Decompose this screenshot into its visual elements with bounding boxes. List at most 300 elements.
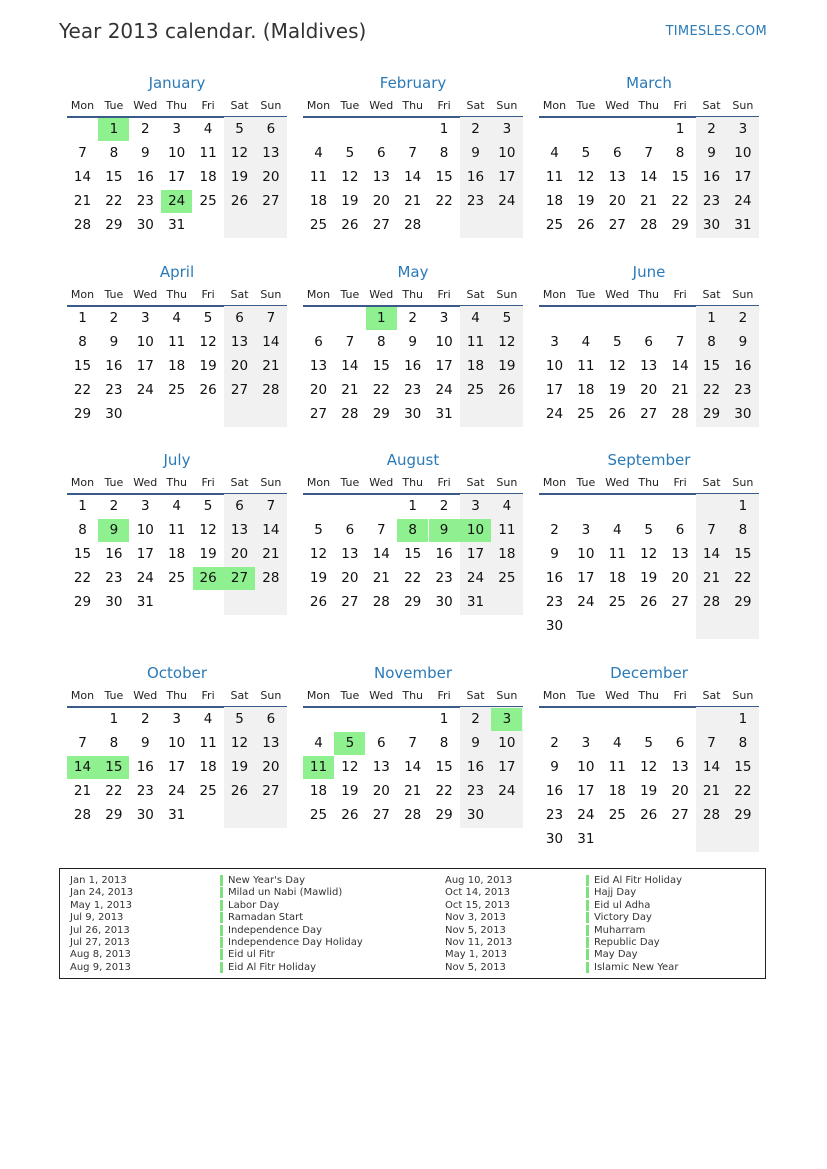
- day-cell[interactable]: 19: [341, 783, 359, 799]
- day-cell[interactable]: 4: [314, 735, 323, 751]
- holiday-day-cell[interactable]: 27: [224, 567, 255, 590]
- day-cell[interactable]: 13: [671, 546, 689, 562]
- day-cell[interactable]: 15: [73, 546, 92, 562]
- day-cell[interactable]: 30: [734, 406, 752, 422]
- day-cell[interactable]: 8: [109, 145, 119, 161]
- day-cell[interactable]: 4: [471, 310, 480, 326]
- day-cell[interactable]: 27: [262, 193, 280, 209]
- day-cell[interactable]: 15: [734, 546, 752, 562]
- day-cell[interactable]: 26: [341, 807, 359, 823]
- day-cell[interactable]: 4: [172, 498, 181, 514]
- day-cell[interactable]: 1: [675, 121, 685, 137]
- day-cell[interactable]: 29: [404, 594, 422, 610]
- day-cell[interactable]: 28: [404, 807, 422, 823]
- holiday-day-cell[interactable]: 14: [67, 756, 98, 779]
- day-cell[interactable]: 11: [608, 759, 626, 775]
- day-cell[interactable]: 6: [377, 735, 386, 751]
- day-cell[interactable]: 26: [577, 217, 595, 233]
- day-cell[interactable]: 2: [109, 310, 119, 326]
- day-cell[interactable]: 16: [545, 783, 564, 799]
- day-cell[interactable]: 19: [230, 169, 249, 185]
- day-cell[interactable]: 14: [372, 546, 390, 562]
- day-cell[interactable]: 13: [262, 735, 280, 751]
- day-cell[interactable]: 23: [545, 594, 564, 610]
- day-cell[interactable]: 19: [199, 546, 217, 562]
- day-cell[interactable]: 1: [439, 121, 449, 137]
- day-cell[interactable]: 27: [671, 807, 689, 823]
- day-cell[interactable]: 18: [199, 169, 217, 185]
- day-cell[interactable]: 17: [168, 169, 186, 185]
- day-cell[interactable]: 10: [545, 358, 564, 374]
- day-cell[interactable]: 11: [199, 735, 217, 751]
- day-cell[interactable]: 7: [707, 522, 716, 538]
- day-cell[interactable]: 24: [734, 193, 752, 209]
- day-cell[interactable]: 29: [372, 406, 390, 422]
- day-cell[interactable]: 11: [168, 522, 186, 538]
- day-cell[interactable]: 12: [309, 546, 328, 562]
- day-cell[interactable]: 13: [341, 546, 359, 562]
- day-cell[interactable]: 29: [73, 406, 92, 422]
- day-cell[interactable]: 5: [502, 310, 512, 326]
- day-cell[interactable]: 20: [309, 382, 328, 398]
- day-cell[interactable]: 27: [608, 217, 626, 233]
- day-cell[interactable]: 25: [168, 382, 186, 398]
- day-cell[interactable]: 18: [309, 193, 328, 209]
- day-cell[interactable]: 14: [262, 522, 280, 538]
- day-cell[interactable]: 10: [435, 334, 453, 350]
- holiday-day-cell[interactable]: 24: [161, 190, 192, 213]
- day-cell[interactable]: 17: [136, 546, 154, 562]
- day-cell[interactable]: 10: [136, 522, 154, 538]
- day-cell[interactable]: 24: [136, 382, 154, 398]
- day-cell[interactable]: 24: [498, 193, 516, 209]
- day-cell[interactable]: 28: [372, 594, 390, 610]
- day-cell[interactable]: 21: [73, 783, 92, 799]
- day-cell[interactable]: 14: [671, 358, 689, 374]
- day-cell[interactable]: 27: [309, 406, 328, 422]
- day-cell[interactable]: 21: [262, 358, 280, 374]
- day-cell[interactable]: 5: [644, 522, 653, 538]
- day-cell[interactable]: 25: [577, 406, 595, 422]
- day-cell[interactable]: 6: [377, 145, 386, 161]
- day-cell[interactable]: 17: [168, 759, 186, 775]
- day-cell[interactable]: 22: [671, 193, 689, 209]
- day-cell[interactable]: 20: [262, 759, 280, 775]
- day-cell[interactable]: 17: [498, 759, 516, 775]
- day-cell[interactable]: 9: [471, 735, 480, 751]
- day-cell[interactable]: 24: [435, 382, 453, 398]
- day-cell[interactable]: 12: [640, 759, 658, 775]
- day-cell[interactable]: 23: [466, 783, 485, 799]
- day-cell[interactable]: 29: [73, 594, 92, 610]
- day-cell[interactable]: 25: [545, 217, 564, 233]
- day-cell[interactable]: 18: [608, 570, 626, 586]
- day-cell[interactable]: 12: [199, 522, 217, 538]
- day-cell[interactable]: 14: [702, 759, 721, 775]
- day-cell[interactable]: 5: [235, 121, 244, 137]
- day-cell[interactable]: 17: [435, 358, 453, 374]
- day-cell[interactable]: 8: [675, 145, 685, 161]
- day-cell[interactable]: 6: [266, 711, 276, 727]
- day-cell[interactable]: 24: [498, 783, 516, 799]
- day-cell[interactable]: 18: [608, 783, 626, 799]
- day-cell[interactable]: 9: [738, 334, 748, 350]
- day-cell[interactable]: 30: [702, 217, 721, 233]
- day-cell[interactable]: 30: [105, 594, 123, 610]
- day-cell[interactable]: 3: [141, 310, 150, 326]
- day-cell[interactable]: 16: [435, 546, 453, 562]
- day-cell[interactable]: 31: [136, 594, 154, 610]
- day-cell[interactable]: 29: [671, 217, 689, 233]
- day-cell[interactable]: 31: [435, 406, 453, 422]
- day-cell[interactable]: 1: [408, 498, 417, 514]
- day-cell[interactable]: 7: [644, 145, 653, 161]
- day-cell[interactable]: 25: [199, 193, 217, 209]
- day-cell[interactable]: 8: [707, 334, 716, 350]
- day-cell[interactable]: 13: [309, 358, 328, 374]
- day-cell[interactable]: 9: [707, 145, 716, 161]
- day-cell[interactable]: 10: [734, 145, 752, 161]
- day-cell[interactable]: 15: [734, 759, 752, 775]
- day-cell[interactable]: 28: [640, 217, 658, 233]
- day-cell[interactable]: 15: [105, 169, 123, 185]
- day-cell[interactable]: 9: [550, 546, 559, 562]
- day-cell[interactable]: 4: [502, 498, 512, 514]
- day-cell[interactable]: 22: [105, 193, 123, 209]
- holiday-day-cell[interactable]: 26: [193, 567, 224, 590]
- day-cell[interactable]: 20: [262, 169, 280, 185]
- day-cell[interactable]: 16: [136, 169, 154, 185]
- holiday-day-cell[interactable]: 11: [303, 756, 334, 779]
- day-cell[interactable]: 6: [675, 522, 685, 538]
- day-cell[interactable]: 25: [466, 382, 485, 398]
- day-cell[interactable]: 16: [702, 169, 721, 185]
- day-cell[interactable]: 28: [262, 382, 280, 398]
- day-cell[interactable]: 4: [550, 145, 559, 161]
- day-cell[interactable]: 5: [235, 711, 244, 727]
- day-cell[interactable]: 22: [702, 382, 721, 398]
- day-cell[interactable]: 2: [141, 711, 150, 727]
- day-cell[interactable]: 13: [640, 358, 658, 374]
- holiday-day-cell[interactable]: 5: [334, 732, 365, 755]
- day-cell[interactable]: 23: [545, 807, 564, 823]
- day-cell[interactable]: 11: [199, 145, 217, 161]
- day-cell[interactable]: 8: [78, 334, 87, 350]
- day-cell[interactable]: 26: [309, 594, 328, 610]
- day-cell[interactable]: 3: [550, 334, 559, 350]
- day-cell[interactable]: 14: [404, 169, 422, 185]
- day-cell[interactable]: 6: [266, 121, 276, 137]
- day-cell[interactable]: 16: [105, 358, 123, 374]
- day-cell[interactable]: 28: [702, 594, 721, 610]
- day-cell[interactable]: 4: [314, 145, 323, 161]
- day-cell[interactable]: 16: [466, 169, 485, 185]
- day-cell[interactable]: 11: [545, 169, 564, 185]
- day-cell[interactable]: 24: [136, 570, 154, 586]
- holiday-day-cell[interactable]: 1: [98, 118, 129, 141]
- day-cell[interactable]: 25: [168, 570, 186, 586]
- day-cell[interactable]: 23: [136, 193, 154, 209]
- day-cell[interactable]: 30: [105, 406, 123, 422]
- day-cell[interactable]: 1: [738, 711, 748, 727]
- day-cell[interactable]: 22: [435, 193, 453, 209]
- day-cell[interactable]: 19: [199, 358, 217, 374]
- day-cell[interactable]: 23: [136, 783, 154, 799]
- day-cell[interactable]: 30: [435, 594, 453, 610]
- day-cell[interactable]: 21: [702, 570, 721, 586]
- day-cell[interactable]: 11: [498, 522, 516, 538]
- day-cell[interactable]: 18: [466, 358, 485, 374]
- day-cell[interactable]: 30: [545, 618, 564, 634]
- day-cell[interactable]: 16: [466, 759, 485, 775]
- day-cell[interactable]: 15: [73, 358, 92, 374]
- day-cell[interactable]: 10: [498, 735, 516, 751]
- day-cell[interactable]: 6: [235, 498, 244, 514]
- day-cell[interactable]: 5: [644, 735, 653, 751]
- day-cell[interactable]: 2: [550, 522, 559, 538]
- day-cell[interactable]: 27: [640, 406, 658, 422]
- day-cell[interactable]: 27: [341, 594, 359, 610]
- day-cell[interactable]: 19: [341, 193, 359, 209]
- day-cell[interactable]: 16: [545, 570, 564, 586]
- holiday-day-cell[interactable]: 8: [397, 519, 428, 542]
- day-cell[interactable]: 21: [671, 382, 689, 398]
- day-cell[interactable]: 7: [377, 522, 386, 538]
- day-cell[interactable]: 15: [372, 358, 390, 374]
- day-cell[interactable]: 27: [372, 807, 390, 823]
- day-cell[interactable]: 9: [550, 759, 559, 775]
- day-cell[interactable]: 12: [640, 546, 658, 562]
- day-cell[interactable]: 22: [105, 783, 123, 799]
- day-cell[interactable]: 30: [466, 807, 485, 823]
- day-cell[interactable]: 20: [640, 382, 658, 398]
- day-cell[interactable]: 3: [738, 121, 748, 137]
- day-cell[interactable]: 26: [640, 594, 658, 610]
- day-cell[interactable]: 31: [168, 217, 186, 233]
- day-cell[interactable]: 11: [309, 169, 328, 185]
- day-cell[interactable]: 12: [199, 334, 217, 350]
- day-cell[interactable]: 16: [136, 759, 154, 775]
- day-cell[interactable]: 10: [577, 759, 595, 775]
- day-cell[interactable]: 25: [309, 217, 328, 233]
- day-cell[interactable]: 9: [109, 334, 119, 350]
- day-cell[interactable]: 31: [168, 807, 186, 823]
- day-cell[interactable]: 16: [105, 546, 123, 562]
- day-cell[interactable]: 19: [498, 358, 516, 374]
- day-cell[interactable]: 14: [262, 334, 280, 350]
- day-cell[interactable]: 1: [109, 711, 119, 727]
- day-cell[interactable]: 7: [408, 735, 417, 751]
- day-cell[interactable]: 7: [408, 145, 417, 161]
- day-cell[interactable]: 14: [404, 759, 422, 775]
- day-cell[interactable]: 18: [168, 358, 186, 374]
- day-cell[interactable]: 10: [168, 735, 186, 751]
- day-cell[interactable]: 8: [439, 145, 449, 161]
- day-cell[interactable]: 29: [734, 807, 752, 823]
- day-cell[interactable]: 3: [502, 121, 512, 137]
- day-cell[interactable]: 24: [168, 783, 186, 799]
- day-cell[interactable]: 19: [640, 783, 658, 799]
- day-cell[interactable]: 23: [105, 570, 123, 586]
- day-cell[interactable]: 24: [577, 807, 595, 823]
- day-cell[interactable]: 30: [136, 807, 154, 823]
- day-cell[interactable]: 16: [734, 358, 752, 374]
- day-cell[interactable]: 8: [738, 735, 748, 751]
- day-cell[interactable]: 10: [498, 145, 516, 161]
- day-cell[interactable]: 7: [78, 735, 87, 751]
- day-cell[interactable]: 23: [105, 382, 123, 398]
- day-cell[interactable]: 12: [577, 169, 595, 185]
- day-cell[interactable]: 26: [640, 807, 658, 823]
- day-cell[interactable]: 7: [675, 334, 685, 350]
- day-cell[interactable]: 5: [345, 145, 355, 161]
- day-cell[interactable]: 24: [577, 594, 595, 610]
- day-cell[interactable]: 8: [377, 334, 386, 350]
- day-cell[interactable]: 22: [404, 570, 422, 586]
- day-cell[interactable]: 14: [73, 169, 92, 185]
- day-cell[interactable]: 15: [404, 546, 422, 562]
- day-cell[interactable]: 3: [141, 498, 150, 514]
- day-cell[interactable]: 12: [230, 145, 249, 161]
- day-cell[interactable]: 13: [230, 334, 249, 350]
- day-cell[interactable]: 25: [309, 807, 328, 823]
- day-cell[interactable]: 2: [550, 735, 559, 751]
- day-cell[interactable]: 7: [707, 735, 716, 751]
- day-cell[interactable]: 28: [73, 807, 92, 823]
- day-cell[interactable]: 27: [230, 382, 249, 398]
- day-cell[interactable]: 2: [738, 310, 748, 326]
- day-cell[interactable]: 25: [608, 807, 626, 823]
- day-cell[interactable]: 5: [613, 334, 622, 350]
- day-cell[interactable]: 28: [341, 406, 359, 422]
- day-cell[interactable]: 26: [498, 382, 516, 398]
- day-cell[interactable]: 6: [345, 522, 355, 538]
- day-cell[interactable]: 23: [466, 193, 485, 209]
- day-cell[interactable]: 4: [613, 522, 622, 538]
- day-cell[interactable]: 29: [105, 217, 123, 233]
- day-cell[interactable]: 18: [498, 546, 516, 562]
- day-cell[interactable]: 27: [671, 594, 689, 610]
- day-cell[interactable]: 2: [141, 121, 150, 137]
- holiday-day-cell[interactable]: 9: [429, 519, 460, 542]
- day-cell[interactable]: 28: [404, 217, 422, 233]
- day-cell[interactable]: 15: [435, 759, 453, 775]
- holiday-day-cell[interactable]: 15: [98, 756, 129, 779]
- day-cell[interactable]: 26: [341, 217, 359, 233]
- day-cell[interactable]: 17: [545, 382, 564, 398]
- day-cell[interactable]: 31: [734, 217, 752, 233]
- holiday-day-cell[interactable]: 10: [460, 519, 491, 542]
- day-cell[interactable]: 12: [341, 169, 359, 185]
- day-cell[interactable]: 19: [640, 570, 658, 586]
- day-cell[interactable]: 28: [73, 217, 92, 233]
- day-cell[interactable]: 20: [372, 783, 390, 799]
- day-cell[interactable]: 13: [372, 759, 390, 775]
- day-cell[interactable]: 21: [404, 783, 422, 799]
- day-cell[interactable]: 15: [435, 169, 453, 185]
- day-cell[interactable]: 7: [266, 498, 276, 514]
- day-cell[interactable]: 20: [341, 570, 359, 586]
- day-cell[interactable]: 13: [372, 169, 390, 185]
- day-cell[interactable]: 21: [372, 570, 390, 586]
- day-cell[interactable]: 20: [671, 783, 689, 799]
- day-cell[interactable]: 12: [608, 358, 626, 374]
- day-cell[interactable]: 28: [671, 406, 689, 422]
- day-cell[interactable]: 9: [471, 145, 480, 161]
- day-cell[interactable]: 7: [345, 334, 355, 350]
- day-cell[interactable]: 21: [404, 193, 422, 209]
- day-cell[interactable]: 4: [613, 735, 622, 751]
- day-cell[interactable]: 14: [640, 169, 658, 185]
- day-cell[interactable]: 26: [608, 406, 626, 422]
- day-cell[interactable]: 3: [471, 498, 480, 514]
- day-cell[interactable]: 11: [608, 546, 626, 562]
- day-cell[interactable]: 2: [471, 711, 480, 727]
- day-cell[interactable]: 13: [262, 145, 280, 161]
- day-cell[interactable]: 12: [230, 735, 249, 751]
- day-cell[interactable]: 1: [738, 498, 748, 514]
- day-cell[interactable]: 26: [230, 193, 249, 209]
- day-cell[interactable]: 31: [466, 594, 485, 610]
- day-cell[interactable]: 10: [577, 546, 595, 562]
- day-cell[interactable]: 5: [581, 145, 591, 161]
- day-cell[interactable]: 12: [498, 334, 516, 350]
- day-cell[interactable]: 13: [608, 169, 626, 185]
- day-cell[interactable]: 1: [78, 310, 87, 326]
- day-cell[interactable]: 6: [675, 735, 685, 751]
- day-cell[interactable]: 11: [168, 334, 186, 350]
- day-cell[interactable]: 15: [702, 358, 721, 374]
- day-cell[interactable]: 20: [372, 193, 390, 209]
- day-cell[interactable]: 27: [262, 783, 280, 799]
- day-cell[interactable]: 13: [671, 759, 689, 775]
- day-cell[interactable]: 6: [235, 310, 244, 326]
- day-cell[interactable]: 8: [109, 735, 119, 751]
- day-cell[interactable]: 22: [73, 570, 92, 586]
- day-cell[interactable]: 23: [435, 570, 453, 586]
- day-cell[interactable]: 29: [435, 807, 453, 823]
- day-cell[interactable]: 21: [640, 193, 658, 209]
- holiday-day-cell[interactable]: 9: [98, 519, 129, 542]
- day-cell[interactable]: 18: [309, 783, 328, 799]
- day-cell[interactable]: 10: [168, 145, 186, 161]
- day-cell[interactable]: 14: [702, 546, 721, 562]
- day-cell[interactable]: 25: [199, 783, 217, 799]
- day-cell[interactable]: 30: [545, 831, 564, 847]
- day-cell[interactable]: 5: [203, 498, 213, 514]
- day-cell[interactable]: 15: [671, 169, 689, 185]
- day-cell[interactable]: 16: [404, 358, 422, 374]
- day-cell[interactable]: 1: [707, 310, 716, 326]
- day-cell[interactable]: 4: [203, 121, 213, 137]
- day-cell[interactable]: 17: [498, 169, 516, 185]
- day-cell[interactable]: 2: [408, 310, 417, 326]
- day-cell[interactable]: 21: [341, 382, 359, 398]
- day-cell[interactable]: 2: [439, 498, 449, 514]
- holiday-day-cell[interactable]: 3: [491, 708, 522, 731]
- day-cell[interactable]: 22: [73, 382, 92, 398]
- day-cell[interactable]: 22: [734, 783, 752, 799]
- day-cell[interactable]: 18: [168, 546, 186, 562]
- day-cell[interactable]: 24: [466, 570, 485, 586]
- day-cell[interactable]: 29: [702, 406, 721, 422]
- day-cell[interactable]: 18: [545, 193, 564, 209]
- day-cell[interactable]: 8: [439, 735, 449, 751]
- day-cell[interactable]: 29: [734, 594, 752, 610]
- day-cell[interactable]: 5: [203, 310, 213, 326]
- day-cell[interactable]: 11: [466, 334, 485, 350]
- day-cell[interactable]: 4: [172, 310, 181, 326]
